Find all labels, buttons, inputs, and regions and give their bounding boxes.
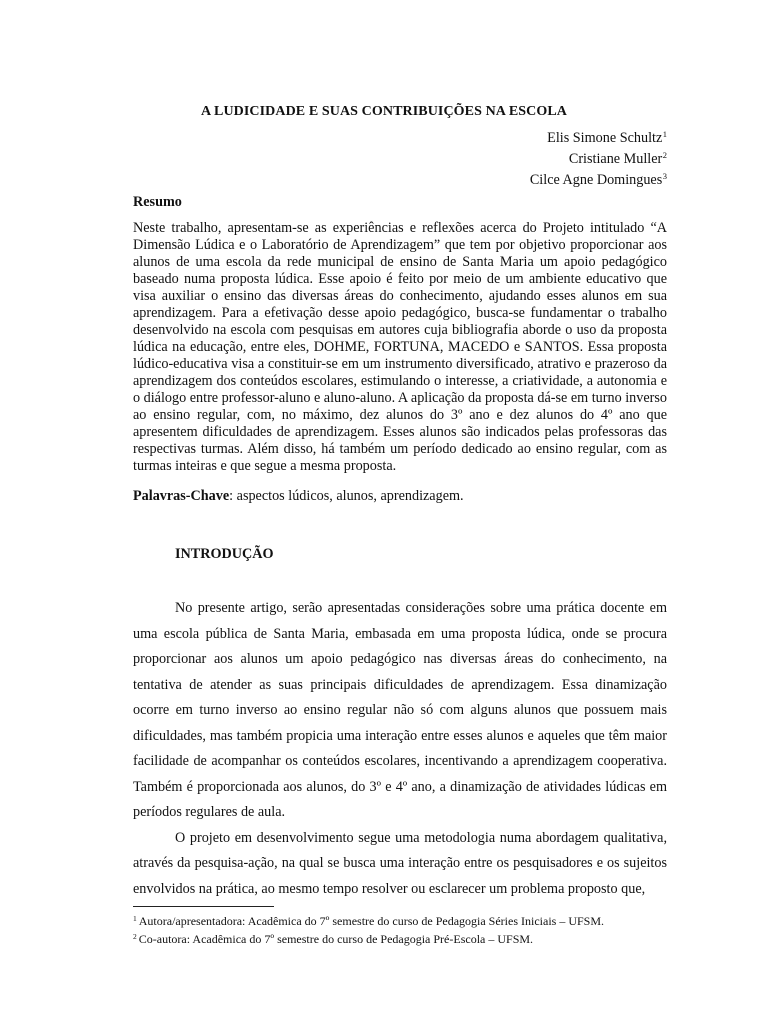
abstract-text: Neste trabalho, apresentam-se as experiências e reflexões acerca do Projeto intitulado “A Dimensão Lúdica e o Laboratório de Aprendizagem” que tem por objetivo proporcionar aos alunos de uma escola da rede municipal de ensino de Santa Maria um apoio pedagógico baseado numa proposta lúdica. Esse apoio é feito por meio de um ambiente educativo que visa auxiliar o ensino das diversas áreas do conhecimento, ajudando esses alunos em sua aprendizagem. Para a efetivação desse apoio pedagógico, busca-se fundamentar o trabalho desenvolvido na escola com pesquisas em autores cuja bibliografia aborde o uso da proposta lúdica na educação, entre eles, DOHME, FORTUNA, MACEDO e SANTOS. Essa proposta lúdico-educativa visa a constituir-se em um instrumento diversificado, atrativo e prazeroso da aprendizagem dos conteúdos escolares, estimulando o interesse, a criatividade, a autonomia e o diálogo entre professor-aluno e aluno-aluno. A aplicação da proposta dá-se em turno inverso ao ensino regular, com, no máximo, dez alunos do 3º ano e dez alunos do 4º ano que apresentem dificuldades de aprendizagem. Esses alunos são indicados pelas professoras das respectivas turmas. Além disso, há também um período dedicado ao ensino regular, com as turmas inteiras e que segue a mesma proposta. bbox=[133, 220, 667, 474]
footnote-text: Autora/apresentadora: Acadêmica do 7º semestre do curso de Pedagogia Séries Iniciais – UFSM. bbox=[138, 914, 605, 928]
body-paragraph: O projeto em desenvolvimento segue uma metodologia numa abordagem qualitativa, através da pesquisa-ação, na qual se busca uma interação entre os pesquisadores e os sujeitos envolvidos na prática, ao mesmo tempo resolver ou esclarecer um problema proposto que, bbox=[133, 829, 667, 897]
footnote-mark: 1 bbox=[662, 129, 667, 139]
author-name: Cilce Agne Domingues bbox=[529, 172, 663, 188]
author-name: Cristiane Muller bbox=[568, 151, 663, 167]
footnote-text: Co-autora: Acadêmica do 7º semestre do curso de Pedagogia Pré-Escola – UFSM. bbox=[138, 932, 534, 946]
footnotes bbox=[133, 911, 604, 947]
author-line bbox=[530, 126, 667, 147]
author-line bbox=[530, 147, 667, 168]
footnote bbox=[133, 929, 604, 947]
footnote bbox=[133, 911, 604, 929]
footnote-mark: 2 bbox=[133, 932, 137, 941]
keywords-text: : aspectos lúdicos, alunos, aprendizagem. bbox=[229, 488, 464, 504]
author-name: Elis Simone Schultz bbox=[547, 130, 663, 146]
footnote-divider bbox=[133, 906, 274, 907]
body-paragraph: No presente artigo, serão apresentadas considerações sobre uma prática docente em uma escola pública de Santa Maria, embasada em uma proposta lúdica, onde se procura proporcionar aos alunos um apoio pedagógico nas diversas áreas do conhecimento, na tentativa de atender as suas principais dificuldades de aprendizagem. Essa dinamização ocorre em turno inverso ao ensino regular não só com alguns alunos que possuem mais dificuldades, mas também propicia uma interação entre esses alunos e aqueles que têm maior facilidade de acompanhar os conteúdos escolares, incentivando a aprendizagem cooperativa. Também é proporcionada aos alunos, do 3º e 4º ano, a dinamização de atividades lúdicas em períodos regulares de aula. bbox=[133, 600, 667, 820]
footnote-mark: 2 bbox=[662, 150, 667, 160]
author-line bbox=[530, 168, 667, 189]
keywords-label: Palavras-Chave bbox=[133, 488, 230, 504]
author-list bbox=[530, 126, 667, 189]
introduction-body bbox=[133, 596, 667, 902]
footnote-mark: 3 bbox=[662, 171, 667, 181]
paper-title: A LUDICIDADE E SUAS CONTRIBUIÇÕES NA ESCOLA bbox=[200, 104, 568, 119]
keywords bbox=[133, 488, 464, 505]
introduction-heading: INTRODUÇÃO bbox=[175, 546, 274, 562]
footnote-mark: 1 bbox=[133, 914, 137, 923]
abstract-heading: Resumo bbox=[133, 194, 182, 210]
